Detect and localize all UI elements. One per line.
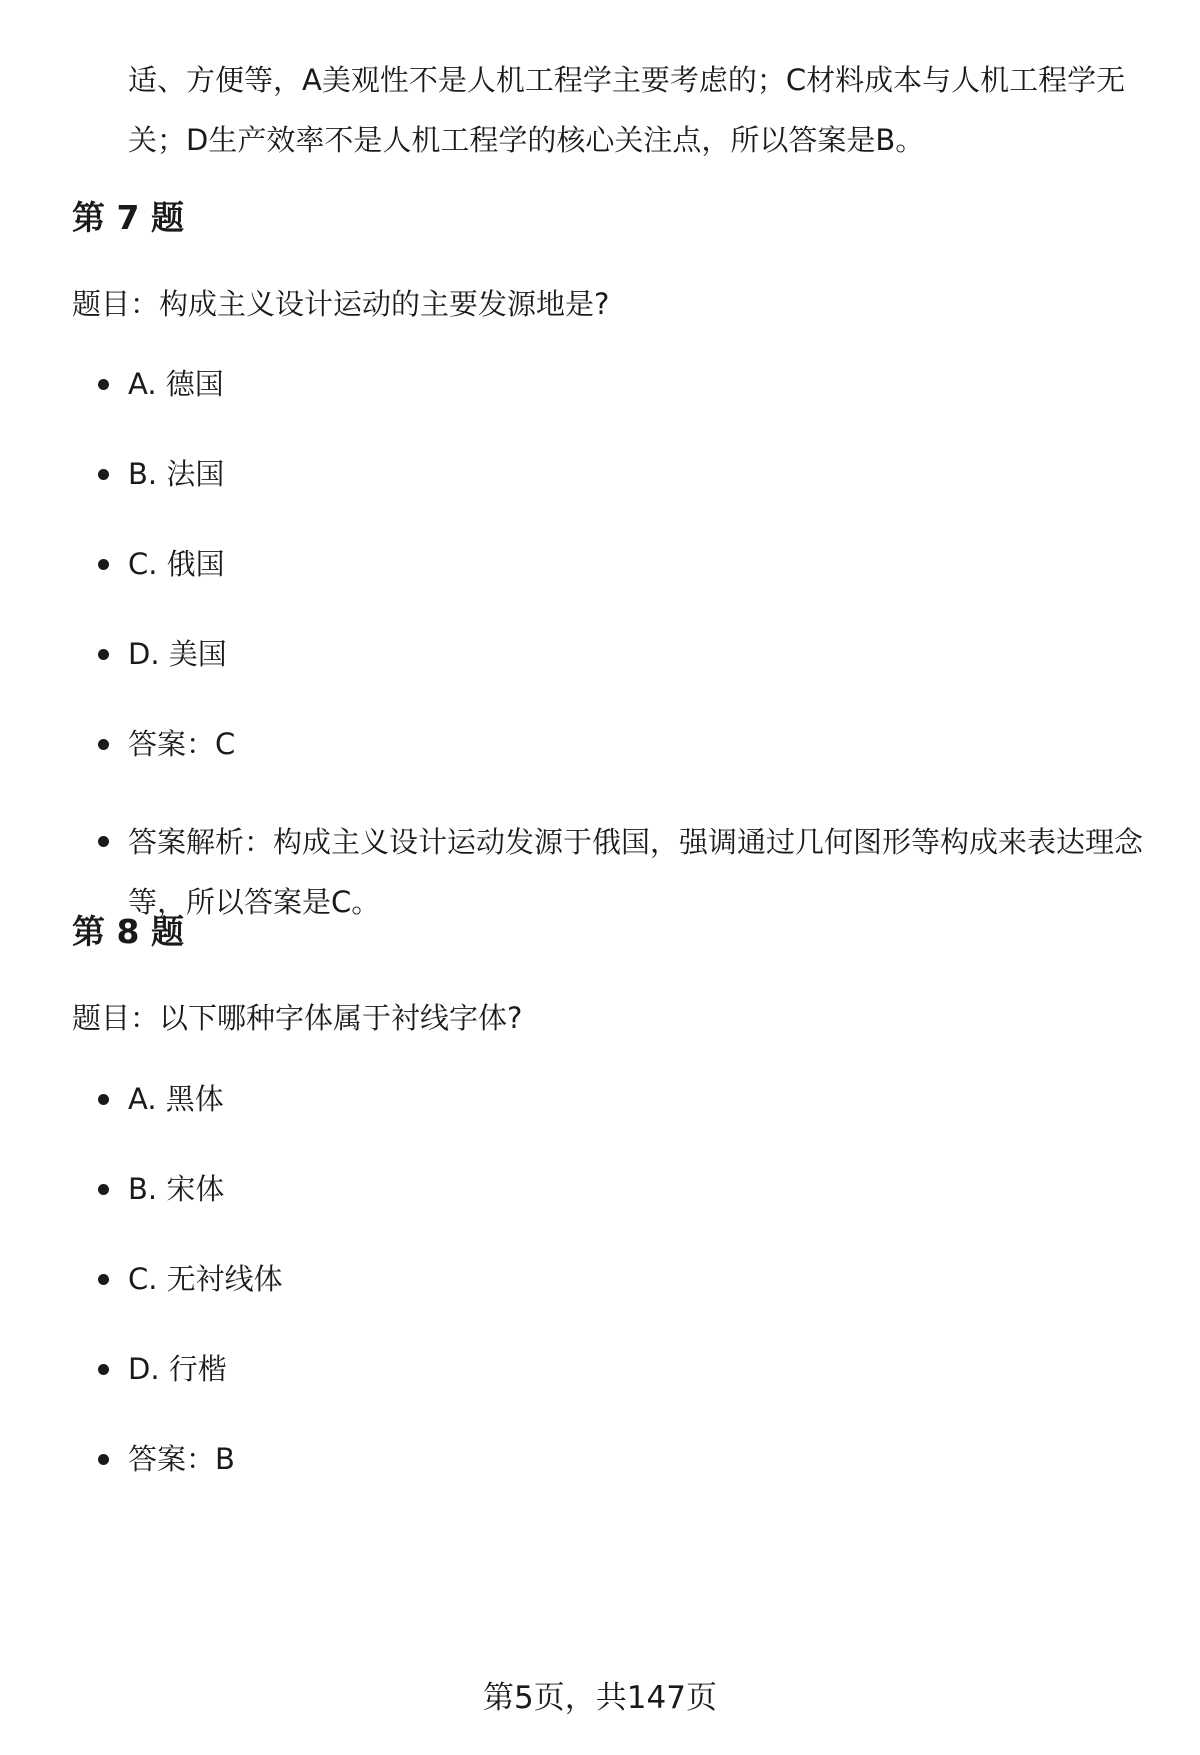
question-7-heading: 第 7 题 [72, 198, 184, 237]
question-7-answer [0, 722, 1168, 812]
bullet-icon [98, 559, 109, 570]
answer-text: 答案：B [128, 1442, 235, 1476]
option-text: D. 美国 [128, 637, 227, 671]
bullet-icon [98, 1184, 109, 1195]
question-7-option-d [0, 632, 1168, 722]
question-8-option-b [0, 1167, 1168, 1257]
bullet-icon [98, 469, 109, 480]
page-number-footer: 第5页，共147页 [483, 1680, 717, 1716]
bullet-icon [98, 1364, 109, 1375]
question-7-option-c [0, 542, 1168, 632]
question-8-option-c [0, 1257, 1168, 1347]
bullet-icon [98, 1094, 109, 1105]
bullet-icon [98, 1454, 109, 1465]
previous-explanation-continuation: 适、方便等，A美观性不是人机工程学主要考虑的；C材料成本与人机工程学无关；D生产效率不是人机工程学的核心关注点，所以答案是B。 [128, 63, 1126, 157]
question-8-option-d [0, 1347, 1168, 1437]
question-7-option-a [0, 362, 1168, 452]
question-8-option-a [0, 1077, 1168, 1167]
option-text: C. 俄国 [128, 547, 225, 581]
bullet-icon [98, 739, 109, 750]
question-7-option-b [0, 452, 1168, 542]
bullet-icon [98, 1274, 109, 1285]
bullet-icon [98, 649, 109, 660]
question-8-stem: 题目：以下哪种字体属于衬线字体? [72, 1001, 523, 1035]
question-8-heading: 第 8 题 [72, 912, 184, 951]
option-text: A. 德国 [128, 367, 224, 401]
option-text: A. 黑体 [128, 1082, 224, 1116]
bullet-icon [98, 379, 109, 390]
question-8-list [0, 1077, 1200, 1527]
question-7-stem: 题目：构成主义设计运动的主要发源地是? [72, 287, 610, 321]
bullet-icon [98, 836, 109, 847]
option-text: B. 法国 [128, 457, 225, 491]
answer-text: 答案：C [128, 727, 236, 761]
option-text: C. 无衬线体 [128, 1262, 283, 1296]
question-8-answer [0, 1437, 1168, 1527]
option-text: D. 行楷 [128, 1352, 227, 1386]
question-7-list [0, 362, 1200, 962]
option-text: B. 宋体 [128, 1172, 225, 1206]
explanation-text: 答案解析：构成主义设计运动发源于俄国，强调通过几何图形等构成来表达理念等，所以答案是C。 [128, 825, 1144, 919]
